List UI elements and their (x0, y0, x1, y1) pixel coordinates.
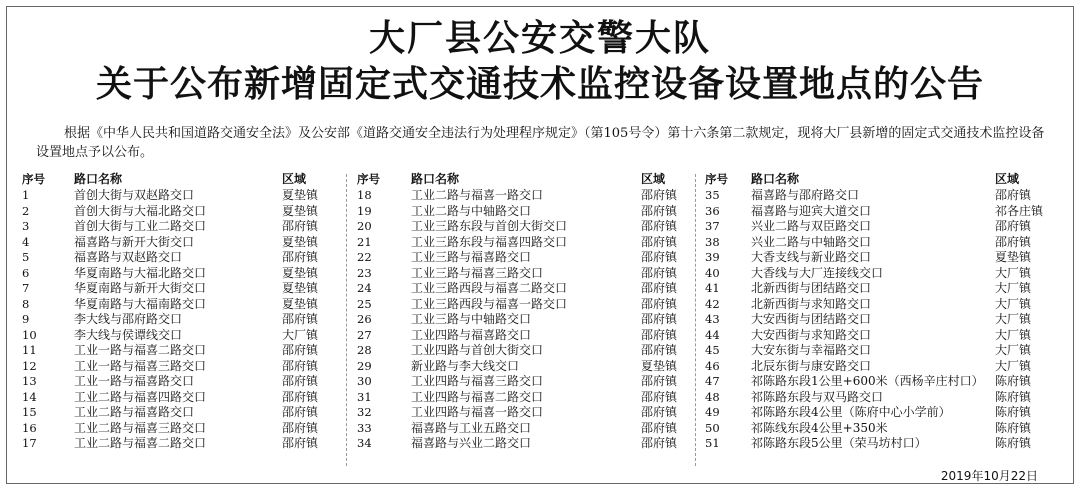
header-no: 序号 (705, 172, 728, 186)
table-row (22, 405, 342, 421)
table-row (357, 188, 683, 204)
row-road-name: 兴业二路与中轴路交口 (751, 234, 872, 249)
row-road-name: 福喜路与工业五路交口 (411, 420, 532, 435)
row-zone: 大厂镇 (282, 327, 319, 342)
table-row (22, 281, 342, 297)
table-row (705, 421, 1060, 437)
header-road: 路口名称 (411, 172, 460, 186)
row-zone: 邵府镇 (641, 265, 678, 280)
row-road-name: 工业二路与福喜三路交口 (74, 420, 207, 435)
row-road-name: 大香线与大厂连接线交口 (751, 265, 884, 280)
row-number: 41 (705, 281, 720, 295)
table-row (705, 328, 1060, 344)
row-zone: 大厂镇 (995, 327, 1032, 342)
row-zone: 夏垫镇 (282, 234, 319, 249)
row-road-name: 工业四路与福喜三路交口 (411, 374, 544, 388)
row-number: 7 (22, 281, 30, 295)
row-zone: 夏垫镇 (282, 281, 319, 295)
row-number: 37 (705, 219, 720, 233)
row-road-name: 工业二路与福喜一路交口 (411, 188, 544, 202)
row-zone: 夏垫镇 (282, 188, 319, 202)
table-row (705, 436, 1060, 452)
row-zone: 邵府镇 (995, 219, 1032, 233)
row-number: 43 (705, 312, 720, 326)
row-zone: 邵府镇 (641, 219, 678, 233)
column-divider (695, 174, 696, 466)
table-row (357, 266, 683, 282)
table-row (357, 297, 683, 313)
table-row (22, 374, 342, 390)
row-road-name: 工业二路与福喜路交口 (74, 405, 195, 419)
row-road-name: 工业四路与福喜路交口 (411, 327, 532, 342)
row-road-name: 工业三路与中轴路交口 (411, 312, 532, 326)
row-number: 10 (22, 327, 37, 342)
table-row (22, 421, 342, 437)
row-number: 15 (22, 405, 37, 419)
row-number: 2 (22, 203, 30, 218)
row-road-name: 福喜路与双赵路交口 (74, 250, 183, 264)
table-row (357, 390, 683, 406)
row-road-name: 工业一路与福喜三路交口 (74, 358, 207, 373)
row-zone: 大厂镇 (995, 358, 1032, 373)
row-zone: 陈府镇 (995, 420, 1032, 435)
row-number: 51 (705, 436, 720, 450)
table-row (357, 204, 683, 220)
table-row (22, 235, 342, 251)
row-number: 18 (357, 188, 372, 202)
row-zone: 陈府镇 (995, 389, 1032, 404)
row-zone: 邵府镇 (641, 250, 678, 264)
intro-paragraph: 根据《中华人民共和国道路交通安全法》及公安部《道路交通安全违法行为处理程序规定》（第105号令）第十六条第二款规定，现将大厂县新增的固定式交通技术监控设备设置地点予以公布。 (36, 126, 1045, 160)
row-number: 29 (357, 358, 372, 373)
row-number: 38 (705, 234, 720, 249)
row-road-name: 华夏南路与大福南路交口 (74, 296, 207, 311)
publish-date: 2019年10月22日 (940, 469, 1038, 483)
row-zone: 邵府镇 (641, 420, 678, 435)
row-number: 48 (705, 389, 720, 404)
row-number: 16 (22, 420, 37, 435)
row-number: 13 (22, 374, 37, 388)
row-number: 1 (22, 188, 30, 202)
row-road-name: 工业四路与首创大街交口 (411, 343, 544, 357)
table-row (22, 436, 342, 452)
table-row (705, 343, 1060, 359)
table-column-2 (357, 172, 683, 452)
row-road-name: 福喜路与兴业二路交口 (411, 436, 532, 450)
header-zone: 区域 (995, 172, 1020, 186)
row-zone: 陈府镇 (995, 436, 1032, 450)
row-number: 27 (357, 327, 372, 342)
row-zone: 邵府镇 (641, 389, 678, 404)
table-row (357, 436, 683, 452)
table-row (22, 343, 342, 359)
row-number: 21 (357, 234, 372, 249)
row-zone: 邵府镇 (641, 203, 678, 218)
row-road-name: 祁陈线东段4公里+350米 (751, 420, 888, 435)
row-number: 17 (22, 436, 37, 450)
table-row (357, 328, 683, 344)
row-road-name: 福喜路与迎宾大道交口 (751, 203, 872, 218)
row-road-name: 工业二路与中轴路交口 (411, 203, 532, 218)
row-zone: 祁各庄镇 (995, 203, 1044, 218)
row-zone: 邵府镇 (282, 343, 319, 357)
row-zone: 邵府镇 (641, 188, 678, 202)
column-divider (346, 174, 347, 466)
row-road-name: 工业四路与福喜一路交口 (411, 405, 544, 419)
table-row (705, 281, 1060, 297)
row-road-name: 工业三路东段与福喜四路交口 (411, 234, 568, 249)
row-zone: 大厂镇 (995, 312, 1032, 326)
row-zone: 邵府镇 (282, 420, 319, 435)
row-number: 25 (357, 296, 372, 311)
table-row (22, 204, 342, 220)
row-number: 33 (357, 420, 372, 435)
table-column-3 (705, 172, 1060, 452)
row-zone: 邵府镇 (641, 312, 678, 326)
row-road-name: 华夏南路与大福北路交口 (74, 265, 207, 280)
row-number: 39 (705, 250, 720, 264)
row-zone: 邵府镇 (641, 234, 678, 249)
row-road-name: 福喜路与邵府路交口 (751, 188, 860, 202)
table-row (357, 312, 683, 328)
row-number: 5 (22, 250, 30, 264)
row-number: 14 (22, 389, 37, 404)
row-road-name: 祁陈路东段4公里（陈府中心小学前） (751, 405, 951, 419)
row-zone: 邵府镇 (282, 374, 319, 388)
table-row (705, 188, 1060, 204)
row-road-name: 新业路与李大线交口 (411, 358, 520, 373)
row-zone: 陈府镇 (995, 405, 1032, 419)
table-row (357, 219, 683, 235)
table-row (357, 343, 683, 359)
row-zone: 邵府镇 (282, 312, 319, 326)
table-row (22, 188, 342, 204)
row-road-name: 北辰东街与康安路交口 (751, 358, 872, 373)
row-road-name: 首创大街与大福北路交口 (74, 203, 207, 218)
table-row (357, 281, 683, 297)
row-number: 3 (22, 219, 30, 233)
row-zone: 陈府镇 (995, 374, 1032, 388)
row-road-name: 工业二路与福喜四路交口 (74, 389, 207, 404)
row-zone: 夏垫镇 (282, 296, 319, 311)
row-number: 42 (705, 296, 720, 311)
row-number: 6 (22, 265, 30, 280)
row-number: 30 (357, 374, 372, 388)
row-zone: 邵府镇 (282, 405, 319, 419)
row-number: 32 (357, 405, 372, 419)
row-zone: 邵府镇 (641, 296, 678, 311)
row-number: 19 (357, 203, 372, 218)
table-row (22, 328, 342, 344)
header-zone: 区域 (282, 172, 307, 186)
row-number: 28 (357, 343, 372, 357)
row-zone: 邵府镇 (641, 374, 678, 388)
row-number: 47 (705, 374, 720, 388)
row-road-name: 李大线与邵府路交口 (74, 312, 183, 326)
table-row (705, 250, 1060, 266)
row-number: 11 (22, 343, 37, 357)
title-line-2: 关于公布新增固定式交通技术监控设备设置地点的公告 (95, 63, 984, 105)
table-row (22, 390, 342, 406)
row-number: 8 (22, 296, 30, 311)
table-row (705, 204, 1060, 220)
row-number: 44 (705, 327, 720, 342)
table-row (22, 297, 342, 313)
row-road-name: 祁陈路东段与双马路交口 (751, 389, 884, 404)
row-zone: 邵府镇 (282, 250, 319, 264)
row-road-name: 工业四路与福喜二路交口 (411, 389, 544, 404)
header-road: 路口名称 (751, 172, 800, 186)
row-number: 35 (705, 188, 720, 202)
table-row (705, 390, 1060, 406)
table-row (357, 235, 683, 251)
table-row (705, 312, 1060, 328)
table-row (357, 374, 683, 390)
row-zone: 邵府镇 (641, 405, 678, 419)
row-number: 40 (705, 265, 720, 280)
row-road-name: 工业三路与福喜三路交口 (411, 265, 544, 280)
row-number: 45 (705, 343, 720, 357)
row-road-name: 工业三路东段与首创大街交口 (411, 219, 568, 233)
table-row (705, 235, 1060, 251)
row-number: 20 (357, 219, 372, 233)
row-number: 36 (705, 203, 720, 218)
table-row (705, 374, 1060, 390)
header-no: 序号 (22, 172, 45, 186)
table-row (705, 405, 1060, 421)
row-road-name: 工业三路与福喜路交口 (411, 250, 532, 264)
row-road-name: 工业一路与福喜二路交口 (74, 343, 207, 357)
row-road-name: 首创大街与双赵路交口 (74, 188, 195, 202)
row-number: 4 (22, 234, 30, 249)
row-road-name: 北新西街与团结路交口 (751, 281, 872, 295)
table-row (705, 297, 1060, 313)
row-number: 12 (22, 358, 37, 373)
row-zone: 邵府镇 (641, 343, 678, 357)
row-number: 31 (357, 389, 372, 404)
row-zone: 大厂镇 (995, 343, 1032, 357)
row-road-name: 工业一路与福喜路交口 (74, 374, 195, 388)
row-number: 46 (705, 358, 720, 373)
row-road-name: 工业三路西段与福喜二路交口 (411, 281, 568, 295)
row-road-name: 大安西街与团结路交口 (751, 312, 872, 326)
row-zone: 邵府镇 (641, 436, 678, 450)
row-zone: 邵府镇 (282, 219, 319, 233)
row-road-name: 大安西街与求知路交口 (751, 327, 872, 342)
row-zone: 大厂镇 (995, 296, 1032, 311)
row-road-name: 兴业二路与双臣路交口 (751, 219, 872, 233)
row-zone: 夏垫镇 (282, 265, 319, 280)
row-number: 26 (357, 312, 372, 326)
header-no: 序号 (357, 172, 380, 186)
row-number: 49 (705, 405, 720, 419)
row-road-name: 大香支线与新业路交口 (751, 250, 872, 264)
row-zone: 夏垫镇 (641, 358, 678, 373)
table-row (705, 359, 1060, 375)
row-number: 24 (357, 281, 372, 295)
row-number: 34 (357, 436, 372, 450)
row-zone: 夏垫镇 (282, 203, 319, 218)
row-road-name: 福喜路与新开大街交口 (74, 234, 195, 249)
row-number: 23 (357, 265, 372, 280)
row-zone: 邵府镇 (282, 436, 319, 450)
table-column-1 (22, 172, 342, 452)
row-road-name: 华夏南路与新开大街交口 (74, 281, 207, 295)
table-row (22, 219, 342, 235)
table-row (357, 421, 683, 437)
header-zone: 区域 (641, 172, 666, 186)
row-zone: 大厂镇 (995, 265, 1032, 280)
table-row (357, 250, 683, 266)
row-road-name: 北新西街与求知路交口 (751, 296, 872, 311)
row-road-name: 祁陈路东段5公里（荣马坊村口） (751, 436, 927, 450)
row-zone: 邵府镇 (641, 327, 678, 342)
table-row (22, 312, 342, 328)
table-header (22, 172, 342, 188)
table-row (705, 266, 1060, 282)
row-road-name: 祁陈路东段1公里+600米（西杨辛庄村口） (751, 374, 984, 388)
header-road: 路口名称 (74, 172, 123, 186)
row-zone: 邵府镇 (282, 389, 319, 404)
row-zone: 夏垫镇 (995, 250, 1032, 264)
table-row (22, 359, 342, 375)
row-number: 9 (22, 312, 30, 326)
table-row (22, 266, 342, 282)
row-zone: 大厂镇 (995, 281, 1032, 295)
table-row (22, 250, 342, 266)
table-row (705, 219, 1060, 235)
row-road-name: 大安东街与幸福路交口 (751, 343, 872, 357)
row-number: 22 (357, 250, 372, 264)
row-road-name: 首创大街与工业二路交口 (74, 219, 207, 233)
table-row (357, 405, 683, 421)
row-zone: 邵府镇 (282, 358, 319, 373)
row-road-name: 工业三路西段与福喜一路交口 (411, 296, 568, 311)
row-zone: 邵府镇 (995, 234, 1032, 249)
row-zone: 邵府镇 (995, 188, 1032, 202)
table-row (357, 359, 683, 375)
row-road-name: 工业二路与福喜二路交口 (74, 436, 207, 450)
row-road-name: 李大线与侯谭线交口 (74, 327, 183, 342)
row-zone: 邵府镇 (641, 281, 678, 295)
row-number: 50 (705, 420, 720, 435)
title-line-1: 大厂县公安交警大队 (368, 17, 711, 59)
table-header (705, 172, 1060, 188)
table-header (357, 172, 683, 188)
